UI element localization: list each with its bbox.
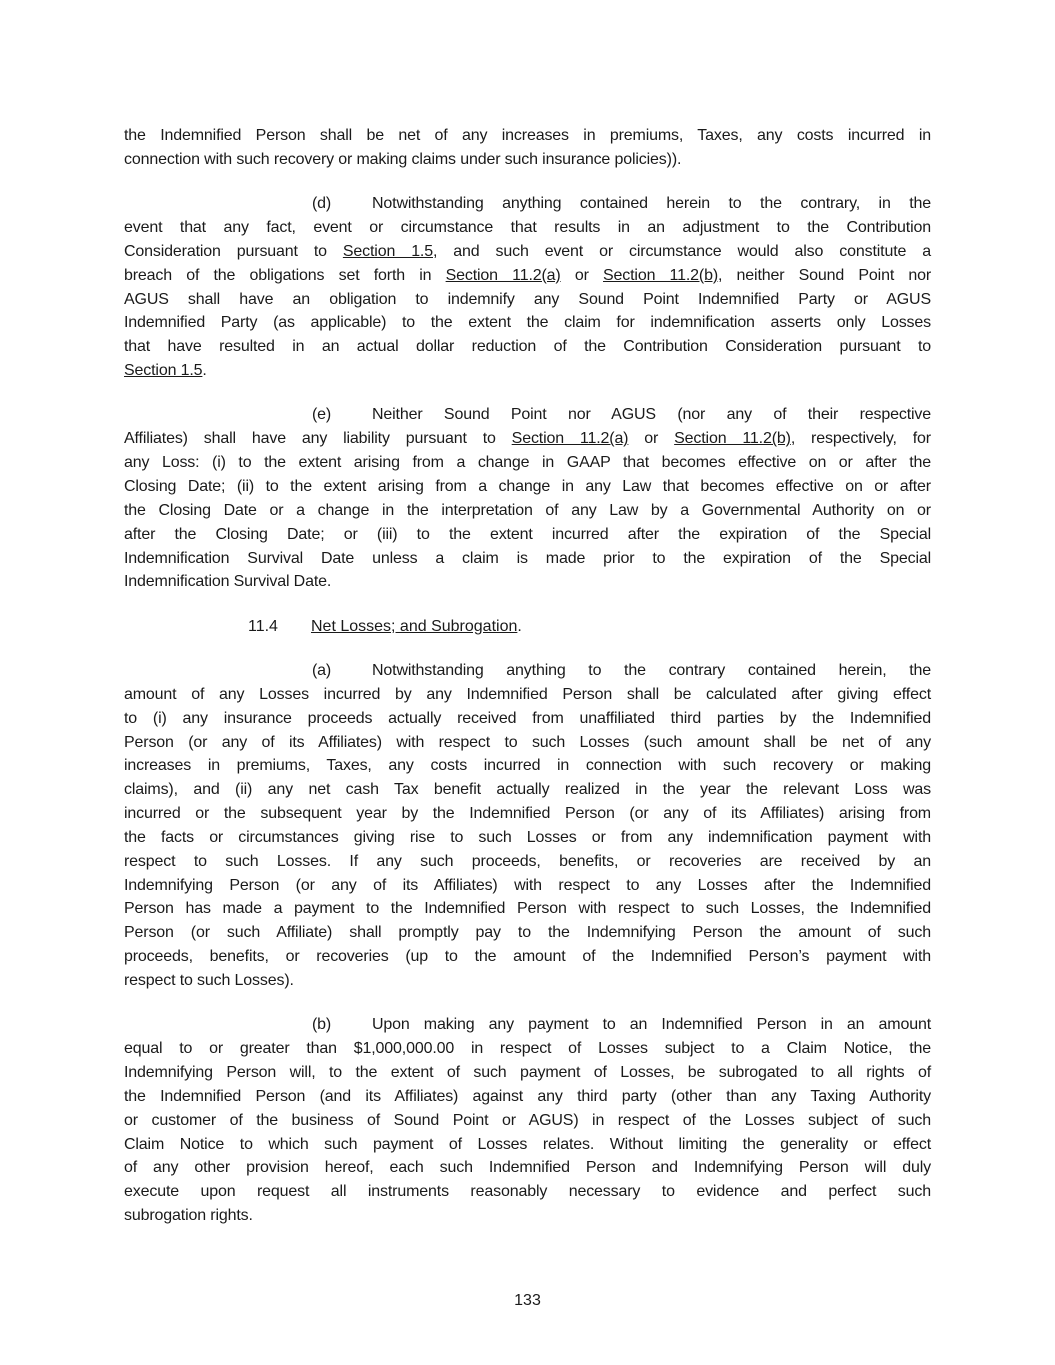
text-line: to (i) any insurance proceeds actually received from unaffiliated third parties by the Indemnified [124, 709, 931, 727]
paragraph-first-line [124, 1013, 931, 1037]
paragraph [124, 403, 931, 594]
paragraph-label: (d) [312, 195, 332, 213]
text-line: subrogation rights. [124, 1207, 253, 1225]
line-text: Upon making any payment to an Indemnified Person in an amount [372, 1016, 931, 1034]
text-line: the Indemnified Person (and its Affiliates) against any third party (other than any Taxing Authority [124, 1087, 931, 1105]
section-reference: Section 11.2(a) [445, 266, 561, 284]
section-heading [124, 615, 931, 639]
text-line: Affiliates) shall have any liability pursuant to Section 11.2(a) or Section 11.2(b), respectively, for [124, 430, 931, 448]
section-title: Net Losses; and Subrogation. [311, 617, 522, 635]
text-line: that have resulted in an actual dollar reduction of the Contribution Consideration pursuant to [124, 338, 931, 356]
text-line: the Indemnified Person shall be net of any increases in premiums, Taxes, any costs incurred in [124, 127, 931, 144]
text-line: respect to such Losses. If any such proceeds, benefits, or recoveries are received by an [124, 852, 931, 870]
section-reference: Section 11.2(b) [603, 266, 719, 284]
line-text: Notwithstanding anything contained herein to the contrary, in the [372, 195, 931, 213]
paragraph [124, 192, 931, 383]
text-line: Indemnifying Person (or any of its Affiliates) with respect to any Losses after the Indemnified [124, 876, 931, 894]
page-number: 133 [514, 1292, 541, 1309]
section-number: 11.4 [248, 617, 278, 635]
line-text: Notwithstanding anything to the contrary contained herein, the [372, 662, 931, 680]
paragraph-first-line [124, 659, 931, 683]
text-line: Closing Date; (ii) to the extent arising from a change in any Law that becomes effective on or after [124, 477, 931, 495]
text-line: proceeds, benefits, or recoveries (up to the amount of the Indemnified Person’s payment with [124, 948, 931, 966]
section-reference: Section 11.2(a) [511, 430, 629, 448]
text-line: Indemnification Survival Date. [124, 573, 332, 591]
paragraph [124, 1013, 931, 1228]
section-title-text: Net Losses; and Subrogation [311, 617, 518, 635]
paragraph [124, 659, 931, 993]
text-line: Claim Notice to which such payment of Losses relates. Without limiting the generality or effect [124, 1135, 931, 1153]
text-line: increases in premiums, Taxes, any costs incurred in connection with such recovery or making [124, 757, 931, 775]
text-line: connection with such recovery or making claims under such insurance policies)). [124, 150, 682, 168]
text-line: amount of any Losses incurred by any Indemnified Person shall be calculated after giving effect [124, 685, 931, 703]
text-line: AGUS shall have an obligation to indemnify any Sound Point Indemnified Party or AGUS [124, 290, 931, 308]
text-line: Person (or such Affiliate) shall promptly pay to the Indemnifying Person the amount of such [124, 924, 931, 942]
text-line: execute upon request all instruments reasonably necessary to evidence and perfect such [124, 1183, 931, 1201]
paragraph [124, 124, 931, 172]
section-reference: Section 1.5 [124, 362, 203, 380]
section-reference: Section 1.5 [342, 242, 433, 260]
paragraph-label: (e) [312, 406, 332, 424]
text-line: breach of the obligations set forth in Section 11.2(a) or Section 11.2(b), neither Sound Point nor [124, 266, 932, 284]
paragraph-first-line [124, 192, 931, 216]
text-line: claims), and (ii) any net cash Tax benefit actually realized in the year the relevant Loss was [124, 781, 931, 799]
text-line: Person (or any of its Affiliates) with respect to such Losses (such amount shall be net of any [124, 733, 931, 751]
text-line: event that any fact, event or circumstance that results in an adjustment to the Contribution [124, 219, 931, 237]
line-text: Neither Sound Point nor AGUS (nor any of their respective [372, 406, 931, 424]
text-line: equal to or greater than $1,000,000.00 in respect of Losses subject to a Claim Notice, the [124, 1040, 931, 1058]
text-line: any Loss: (i) to the extent arising from a change in GAAP that becomes effective on or after the [124, 454, 931, 472]
text-line: Indemnified Party (as applicable) to the extent the claim for indemnification asserts only Losses [124, 314, 931, 332]
text-line: or customer of the business of Sound Point or AGUS) in respect of the Losses subject of such [124, 1111, 931, 1129]
text-line: respect to such Losses). [124, 972, 294, 989]
text-line: after the Closing Date; or (iii) to the extent incurred after the expiration of the Special [124, 525, 931, 543]
text-line: Indemnification Survival Date unless a claim is made prior to the expiration of the Special [124, 549, 931, 567]
text-line: incurred or the subsequent year by the Indemnified Person (or any of its Affiliates) arising from [124, 805, 931, 823]
paragraph-first-line [124, 403, 931, 427]
text-line: of any other provision hereof, each such Indemnified Person and Indemnifying Person will duly [124, 1159, 931, 1177]
text-line: Consideration pursuant to Section 1.5, and such event or circumstance would also constitute a [124, 242, 931, 260]
text-line: Indemnifying Person will, to the extent of such payment of Losses, be subrogated to all rights of [124, 1064, 931, 1082]
text-line: Person has made a payment to the Indemnified Person with respect to such Losses, the Indemnified [124, 900, 931, 918]
document-page [124, 124, 931, 1248]
section-reference: Section 11.2(b) [674, 430, 791, 448]
text-line: the Closing Date or a change in the interpretation of any Law by a Governmental Authority on or [124, 501, 931, 519]
text-line: Section 1.5. [124, 362, 207, 380]
paragraph-label: (a) [312, 662, 332, 680]
paragraph-label: (b) [312, 1016, 332, 1034]
text-line: the facts or circumstances giving rise to such Losses or from any indemnification payment with [124, 828, 931, 846]
